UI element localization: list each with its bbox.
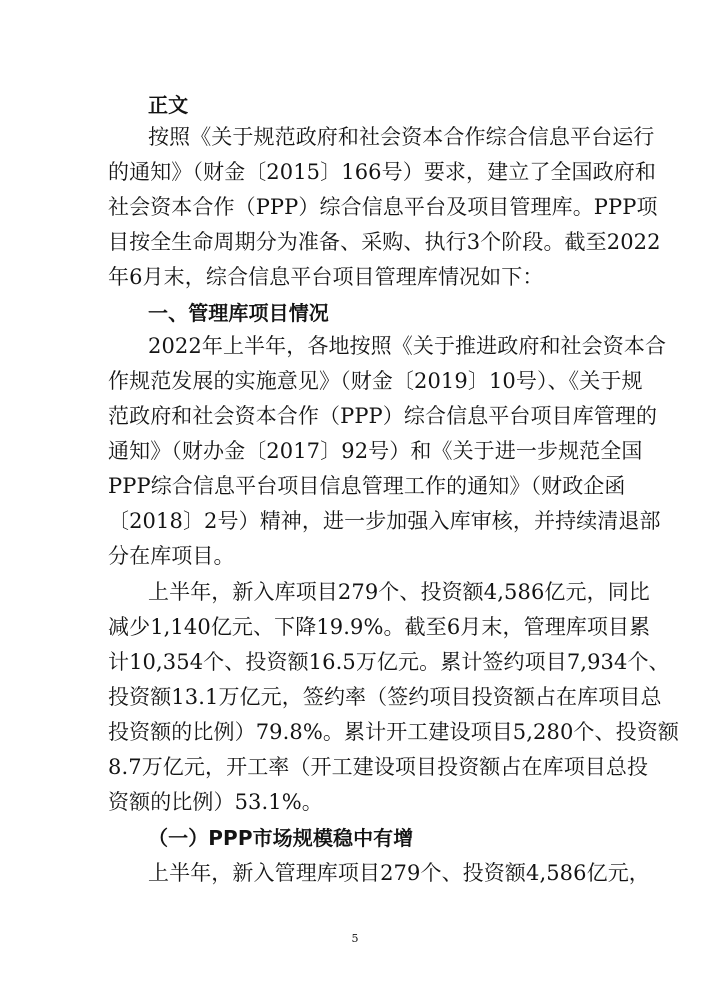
section-1-title: 一、管理库项目情况: [148, 301, 329, 325]
section-1-paragraph-1-line-4: 通知》（财办金〔2017〕92号）和《关于进一步规范全国: [108, 439, 643, 463]
section-1-paragraph-2-line-4: 投资额13.1万亿元，签约率（签约项目投资额占在库项目总: [108, 685, 662, 709]
subsection-1-paragraph-line-1: 上半年，新入管理库项目279个、投资额4,586亿元，: [148, 861, 650, 885]
page-number: 5: [351, 932, 359, 945]
intro-line-1: 按照《关于规范政府和社会资本合作综合信息平台运行: [148, 125, 655, 149]
intro-line-4: 目按全生命周期分为准备、采购、执行3个阶段。截至2022: [108, 230, 661, 254]
body-heading: 正文: [148, 93, 189, 117]
subsection-1-title: （一）PPP市场规模稳中有增: [148, 826, 414, 850]
section-1-paragraph-1-line-2: 作规范发展的实施意见》（财金〔2019〕10号）、《关于规: [108, 369, 643, 393]
section-1-paragraph-1-line-5: PPP综合信息平台项目信息管理工作的通知》（财政企函: [108, 474, 626, 498]
section-1-paragraph-2-line-6: 8.7万亿元，开工率（开工建设项目投资额占在库项目总投: [108, 755, 649, 779]
section-1-paragraph-1-line-6: 〔2018〕2号）精神，进一步加强入库审核，并持续清退部: [108, 509, 661, 533]
section-1-paragraph-2-line-2: 减少1,140亿元、下降19.9%。截至6月末，管理库项目累: [108, 615, 651, 639]
intro-line-5: 年6月末，综合信息平台项目管理库情况如下：: [108, 265, 544, 289]
section-1-paragraph-1-line-3: 范政府和社会资本合作（PPP）综合信息平台项目库管理的: [108, 404, 658, 428]
section-1-paragraph-2-line-1: 上半年，新入库项目279个、投资额4,586亿元，同比: [148, 580, 650, 604]
section-1-paragraph-1-line-7: 分在库项目。: [108, 544, 235, 568]
section-1-paragraph-2-line-5: 投资额的比例）79.8%。累计开工建设项目5,280个、投资额: [108, 720, 679, 744]
section-1-paragraph-2-line-3: 计10,354个、投资额16.5万亿元。累计签约项目7,934个、: [108, 650, 670, 674]
intro-line-2: 的通知》（财金〔2015〕166号）要求，建立了全国政府和: [108, 160, 656, 184]
section-1-paragraph-2-line-7: 资额的比例）53.1%。: [108, 790, 323, 814]
section-1-paragraph-1-line-1: 2022年上半年，各地按照《关于推进政府和社会资本合: [148, 334, 667, 358]
intro-line-3: 社会资本合作（PPP）综合信息平台及项目管理库。PPP项: [108, 195, 658, 219]
